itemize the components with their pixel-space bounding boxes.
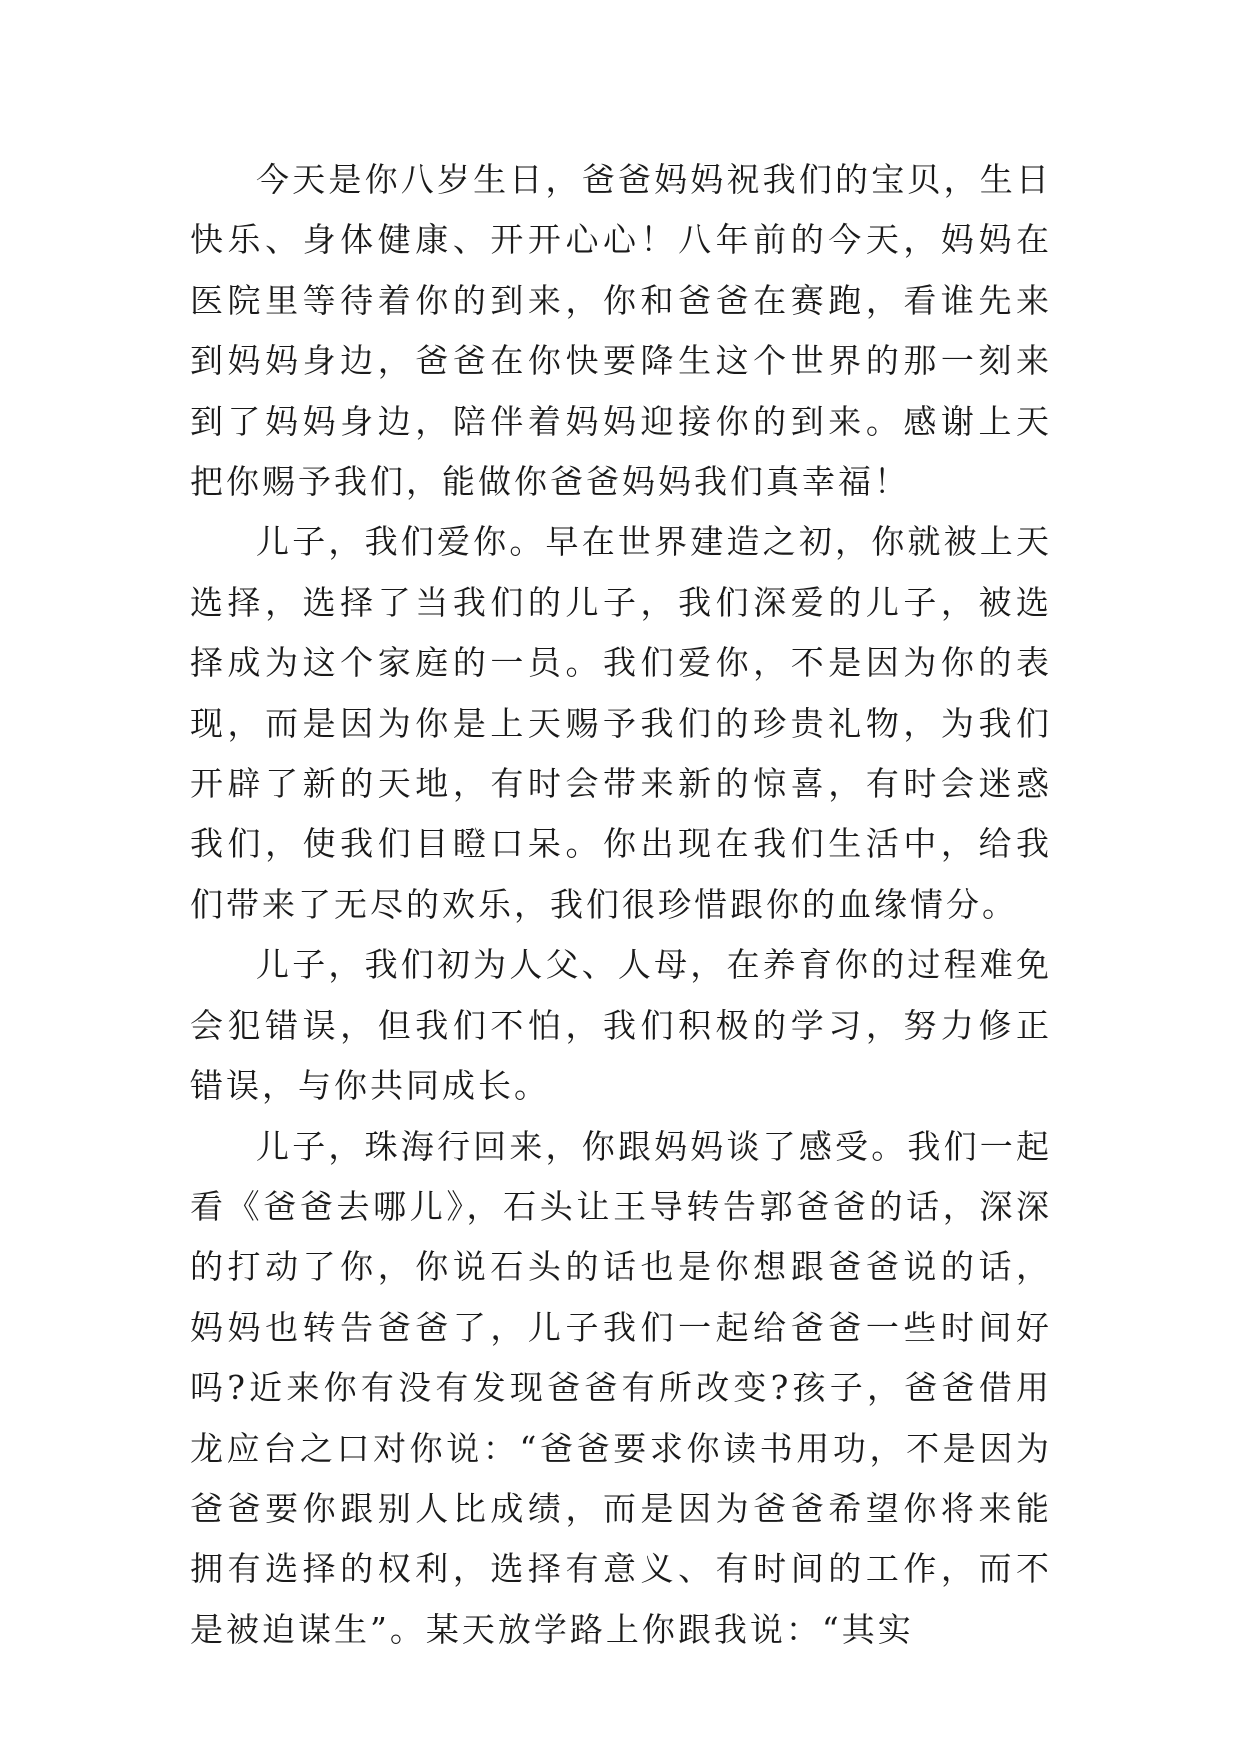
paragraph-growing-together: 儿子，我们初为人父、人母，在养育你的过程难免会犯错误，但我们不怕，我们积极的学习，努力修正错误，与你共同成长。 (190, 945, 1052, 1106)
paragraph-birthday-wishes: 今天是你八岁生日，爸爸妈妈祝我们的宝贝，生日快乐、身体健康、开开心心！八年前的今天，妈妈在医院里等待着你的到来，你和爸爸在赛跑，看谁先来到妈妈身边，爸爸在你快要降生这个世界的那一刻来到了妈妈身边，陪伴着妈妈迎接你的到来。感谢上天把你赐予我们，能做你爸爸妈妈我们真幸福！ (190, 160, 1052, 502)
document-page (190, 150, 1052, 1660)
paragraph-we-love-you: 儿子，我们爱你。早在世界建造之初，你就被上天选择，选择了当我们的儿子，我们深爱的儿子，被选择成为这个家庭的一员。我们爱你，不是因为你的表现，而是因为你是上天赐予我们的珍贵礼物，为我们开辟了新的天地，有时会带来新的惊喜，有时会迷惑我们，使我们目瞪口呆。你出现在我们生活中，给我们带来了无尽的欢乐，我们很珍惜跟你的血缘情分。 (190, 522, 1052, 924)
paragraph-zhuhai-trip: 儿子，珠海行回来，你跟妈妈谈了感受。我们一起看《爸爸去哪儿》，石头让王导转告郭爸爸的话，深深的打动了你，你说石头的话也是你想跟爸爸说的话，妈妈也转告爸爸了，儿子我们一起给爸爸一些时间好吗?近来你有没有发现爸爸有所改变?孩子，爸爸借用龙应台之口对你说：“爸爸要求你读书用功，不是因为爸爸要你跟别人比成绩，而是因为爸爸希望你将来能拥有选择的权利，选择有意义、有时间的工作，而不是被迫谋生”。某天放学路上你跟我说：“其实 (190, 1126, 1052, 1649)
